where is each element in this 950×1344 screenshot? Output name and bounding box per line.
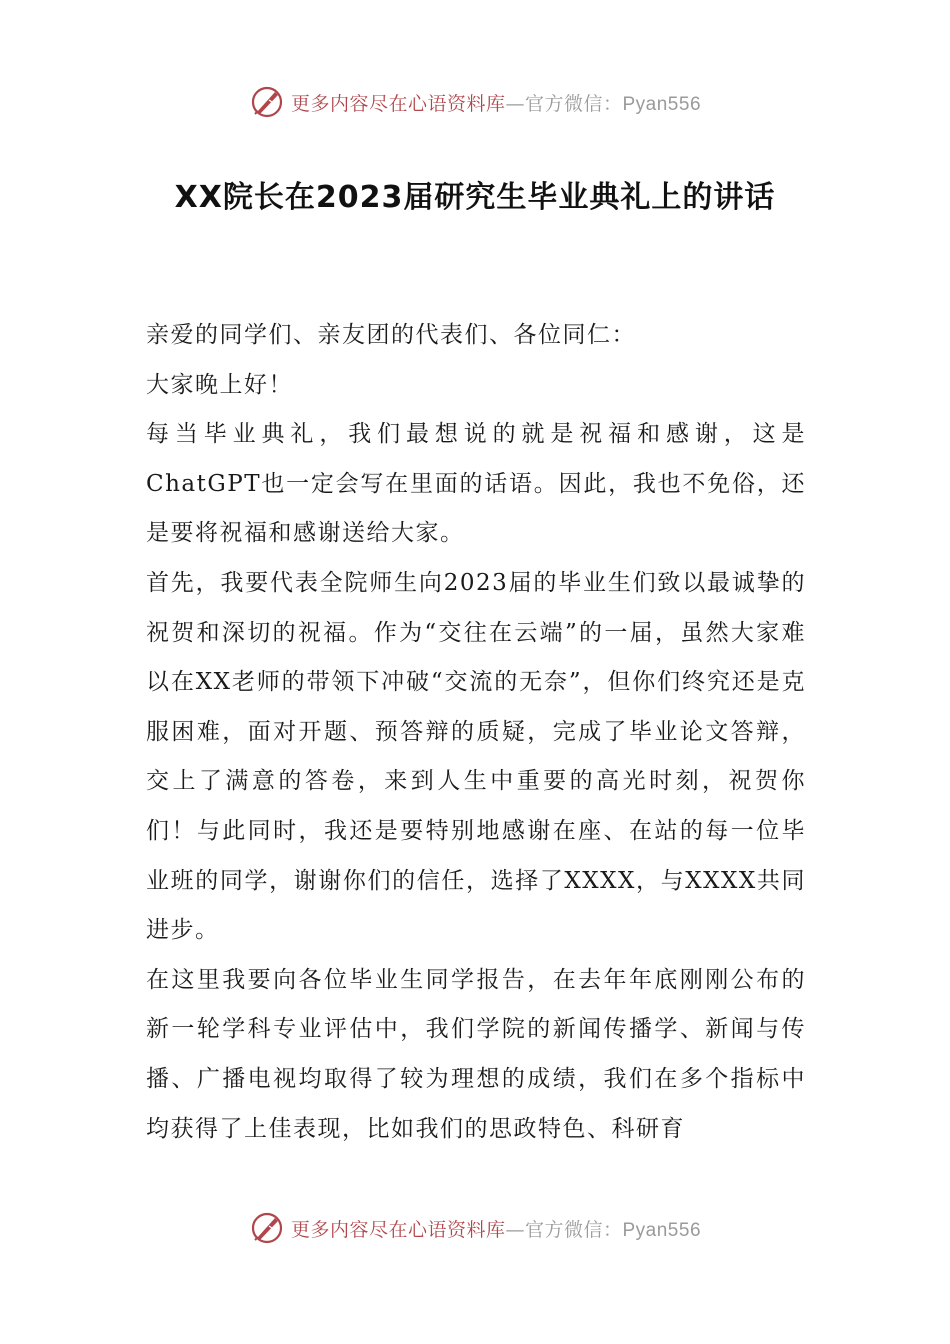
watermark-account: Pyan556 [622,1219,702,1241]
quill-pen-logo-icon [249,1210,285,1246]
paragraph-congratulations: 首先，我要代表全院师生向2023届的毕业生们致以最诚挚的祝贺和深切的祝福。作为“交往在云端”的一届，虽然大家难以在XX老师的带领下冲破“交流的无奈”，但你们终究还是克服困难，面对开题、预答辩的质疑，完成了毕业论文答辩，交上了满意的答卷，来到人生中重要的高光时刻，祝贺你们！与此同时，我还是要特别地感谢在座、在站的每一位毕业班的同学，谢谢你们的信任，选择了XXXX，与XXXX共同进步。 [146,569,806,944]
quill-pen-logo-icon [249,84,285,120]
paragraph-greeting: 大家晚上好！ [146,371,293,398]
watermark-text [291,1215,701,1242]
paragraph-report: 在这里我要向各位毕业生同学报告，在去年年底刚刚公布的新一轮学科专业评估中，我们学院的新闻传播学、新闻与传播、广播电视均取得了较为理想的成绩，我们在多个指标中均获得了上佳表现，比如我们的思政特色、科研育 [146,966,806,1142]
document-title: XX院长在2023届研究生毕业典礼上的讲话 [174,180,776,215]
paragraph-blessing: 每当毕业典礼，我们最想说的就是祝福和感谢，这是ChatGPT也一定会写在里面的话语。因此，我也不免俗，还是要将祝福和感谢送给大家。 [146,421,806,547]
watermark-label: 官方微信： [524,1218,623,1241]
watermark-text [291,89,701,116]
header-watermark [0,80,950,124]
footer-watermark [0,1206,950,1250]
watermark-slogan: 更多内容尽在心语资料库 [290,1218,506,1241]
watermark-separator: — [505,92,525,115]
paragraph-salutation: 亲爱的同学们、亲友团的代表们、各位同仁： [146,322,636,348]
watermark-slogan: 更多内容尽在心语资料库 [290,92,506,115]
watermark-account: Pyan556 [622,93,702,115]
document-body [146,311,806,1154]
watermark-separator: — [505,1218,525,1241]
watermark-label: 官方微信： [524,92,623,115]
